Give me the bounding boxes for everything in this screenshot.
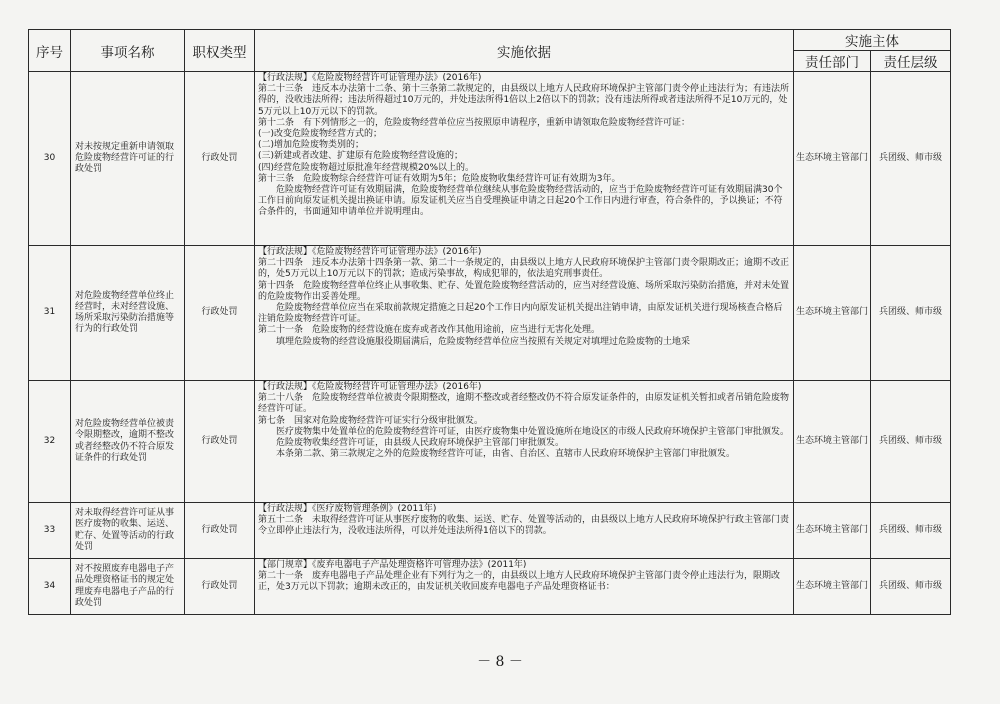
- basis-line: 第二十一条 废弃电器电子产品处理企业有下列行为之一的，由县级以上地方人民政府环境保护主管部门责令停止违法行为，限期改正，处3万元以下罚款；逾期未改正的，由发证机关收回废弃电器电子产品处理资格证书：: [258, 571, 781, 593]
- row-basis: [255, 72, 794, 246]
- basis-line: 第二十四条 违反本办法第十四条第一款、第二十一条规定的，由县级以上地方人民政府环境保护主管部门责令限期改正；逾期不改正的，处5万元以上10万元以下的罚款；造成污染事故，构成犯罪的，依法追究刑事责任。: [258, 258, 790, 280]
- basis-line: 【行政法规】《医疗废物管理条例》(2011年): [258, 504, 437, 514]
- basis-line: 第七条 国家对危险废物经营许可证实行分级审批颁发。: [258, 415, 484, 426]
- basis-line: 第十三条 危险废物综合经营许可证有效期为5年；危险废物收集经营许可证有效期为3年。: [258, 173, 621, 184]
- row-basis: [255, 503, 794, 559]
- row-level: 兵团级、师市级: [871, 246, 951, 381]
- basis-line: 【行政法规】《危险废物经营许可证管理办法》(2016年): [258, 73, 482, 83]
- row-dept: 生态环境主管部门: [794, 246, 871, 381]
- row-type: 行政处罚: [185, 72, 255, 246]
- table-row: [29, 503, 951, 559]
- basis-line: 【行政法规】《危险废物经营许可证管理办法》(2016年): [258, 382, 482, 392]
- row-dept: 生态环境主管部门: [794, 503, 871, 559]
- header-type: 职权类型: [185, 30, 255, 72]
- row-name: 对危险废物经营单位终止经营时，未对经营设施、场所采取污染防治措施等行为的行政处罚: [71, 246, 185, 381]
- row-type: 行政处罚: [185, 381, 255, 503]
- basis-line: 第二十八条 危险废物经营单位被责令限期整改，逾期不整改或者经整改仍不符合原发证条件的，由原发证机关暂扣或者吊销危险废物经营许可证。: [258, 393, 790, 415]
- header-seq: 序号: [29, 30, 71, 72]
- header-subject: 实施主体: [794, 30, 951, 51]
- basis-line: 危险废物经营许可证有效期届满，危险废物经营单位继续从事危险废物经营活动的，应当于危险废物经营许可证有效期届满30个工作日前向原发证机关提出换证申请。原发证机关应当自受理换证申请之日起20个工作日内进行审查，符合条件的，予以换证；不符合条件的，书面通知申请单位并说明理由。: [258, 185, 783, 218]
- header-level: 责任层级: [871, 51, 951, 72]
- header-dept: 责任部门: [794, 51, 871, 72]
- page-number: － 8 －: [477, 654, 523, 670]
- row-name: 对未取得经营许可证从事医疗废物的收集、运送、贮存、处置等活动的行政处罚: [71, 503, 185, 559]
- row-seq: 32: [29, 381, 71, 503]
- row-seq: 31: [29, 246, 71, 381]
- header-basis: 实施依据: [255, 30, 794, 72]
- basis-line: (二)增加危险废物类别的；: [258, 140, 365, 151]
- row-seq: 34: [29, 559, 71, 615]
- row-seq: 30: [29, 72, 71, 246]
- row-level: 兵团级、师市级: [871, 503, 951, 559]
- row-type: 行政处罚: [185, 246, 255, 381]
- row-seq: 33: [29, 503, 71, 559]
- basis-line: 【部门规章】《废弃电器电子产品处理资格许可管理办法》(2011年): [258, 560, 527, 570]
- basis-line: 危险废物收集经营许可证，由县级人民政府环境保护主管部门审批颁发。: [258, 438, 565, 449]
- table-row: [29, 72, 951, 246]
- row-name: 对不按照废弃电器电子产品处理资格证书的规定处理废弃电器电子产品的行政处罚: [71, 559, 185, 615]
- row-basis: [255, 246, 794, 381]
- authority-table: [28, 29, 951, 615]
- header-name: 事项名称: [71, 30, 185, 72]
- row-level: 兵团级、师市级: [871, 72, 951, 246]
- basis-line: 第五十二条 未取得经营许可证从事医疗废物的收集、运送、贮存、处置等活动的，由县级以上地方人民政府环境保护行政主管部门责令立即停止违法行为，没收违法所得，可以并处违法所得1倍以下的罚款。: [258, 515, 790, 537]
- row-type: 行政处罚: [185, 559, 255, 615]
- basis-line: (一)改变危险废物经营方式的；: [258, 129, 383, 140]
- basis-line: 第二十三条 违反本办法第十二条、第十三条第二款规定的，由县级以上地方人民政府环境保护主管部门责令停止违法行为；有违法所得的，没收违法所得；违法所得超过10万元的，并处违法所得1倍以上2倍以下的罚款；没有违法所得或者违法所得不足10万元的，处5万元以上10万元以下的罚款。: [258, 84, 790, 117]
- table-row: [29, 559, 951, 615]
- basis-line: (三)新建或者改建、扩建原有危险废物经营设施的；: [258, 151, 464, 162]
- basis-line: 本条第二款、第三款规定之外的危险废物经营许可证，由省、自治区、直辖市人民政府环境保护主管部门审批颁发。: [258, 449, 736, 460]
- basis-line: 填埋危险废物的经营设施服役期届满后，危险废物经营单位应当按照有关规定对填埋过危险废物的土地采: [258, 336, 691, 347]
- basis-line: 第二十一条 危险废物的经营设施在废弃或者改作其他用途前，应当进行无害化处理。: [258, 325, 601, 336]
- row-name: 对危险废物经营单位被责令限期整改，逾期不整改或者经整改仍不符合原发证条件的行政处罚: [71, 381, 185, 503]
- table-header: [29, 30, 951, 72]
- row-dept: 生态环境主管部门: [794, 381, 871, 503]
- basis-line: 第十二条 有下列情形之一的，危险废物经营单位应当按照原申请程序，重新申请领取危险废物经营许可证：: [258, 117, 691, 128]
- row-level: 兵团级、师市级: [871, 559, 951, 615]
- basis-line: 第十四条 危险废物经营单位终止从事收集、贮存、处置危险废物经营活动的，应当对经营设施、场所采取污染防治措施，并对未处置的危险废物作出妥善处理。: [258, 280, 790, 302]
- table-row: [29, 246, 951, 381]
- row-level: 兵团级、师市级: [871, 381, 951, 503]
- document-sheet: [28, 29, 950, 615]
- row-basis: [255, 559, 794, 615]
- basis-line: 医疗废物集中处置单位的危险废物经营许可证，由医疗废物集中处置设施所在地设区的市级人民政府环境保护主管部门审批颁发。: [258, 426, 790, 437]
- basis-line: (四)经营危险废物超过原批准年经营规模20%以上的。: [258, 162, 475, 173]
- row-dept: 生态环境主管部门: [794, 72, 871, 246]
- row-dept: 生态环境主管部门: [794, 559, 871, 615]
- row-name: 对未按规定重新申请领取危险废物经营许可证的行政处罚: [71, 72, 185, 246]
- basis-line: 危险废物经营单位应当在采取前款规定措施之日起20个工作日内向原发证机关提出注销申请，由原发证机关进行现场核查合格后注销危险废物经营许可证。: [258, 303, 783, 325]
- row-type: 行政处罚: [185, 503, 255, 559]
- row-basis: [255, 381, 794, 503]
- table-row: [29, 381, 951, 503]
- basis-line: 【行政法规】《危险废物经营许可证管理办法》(2016年): [258, 247, 482, 257]
